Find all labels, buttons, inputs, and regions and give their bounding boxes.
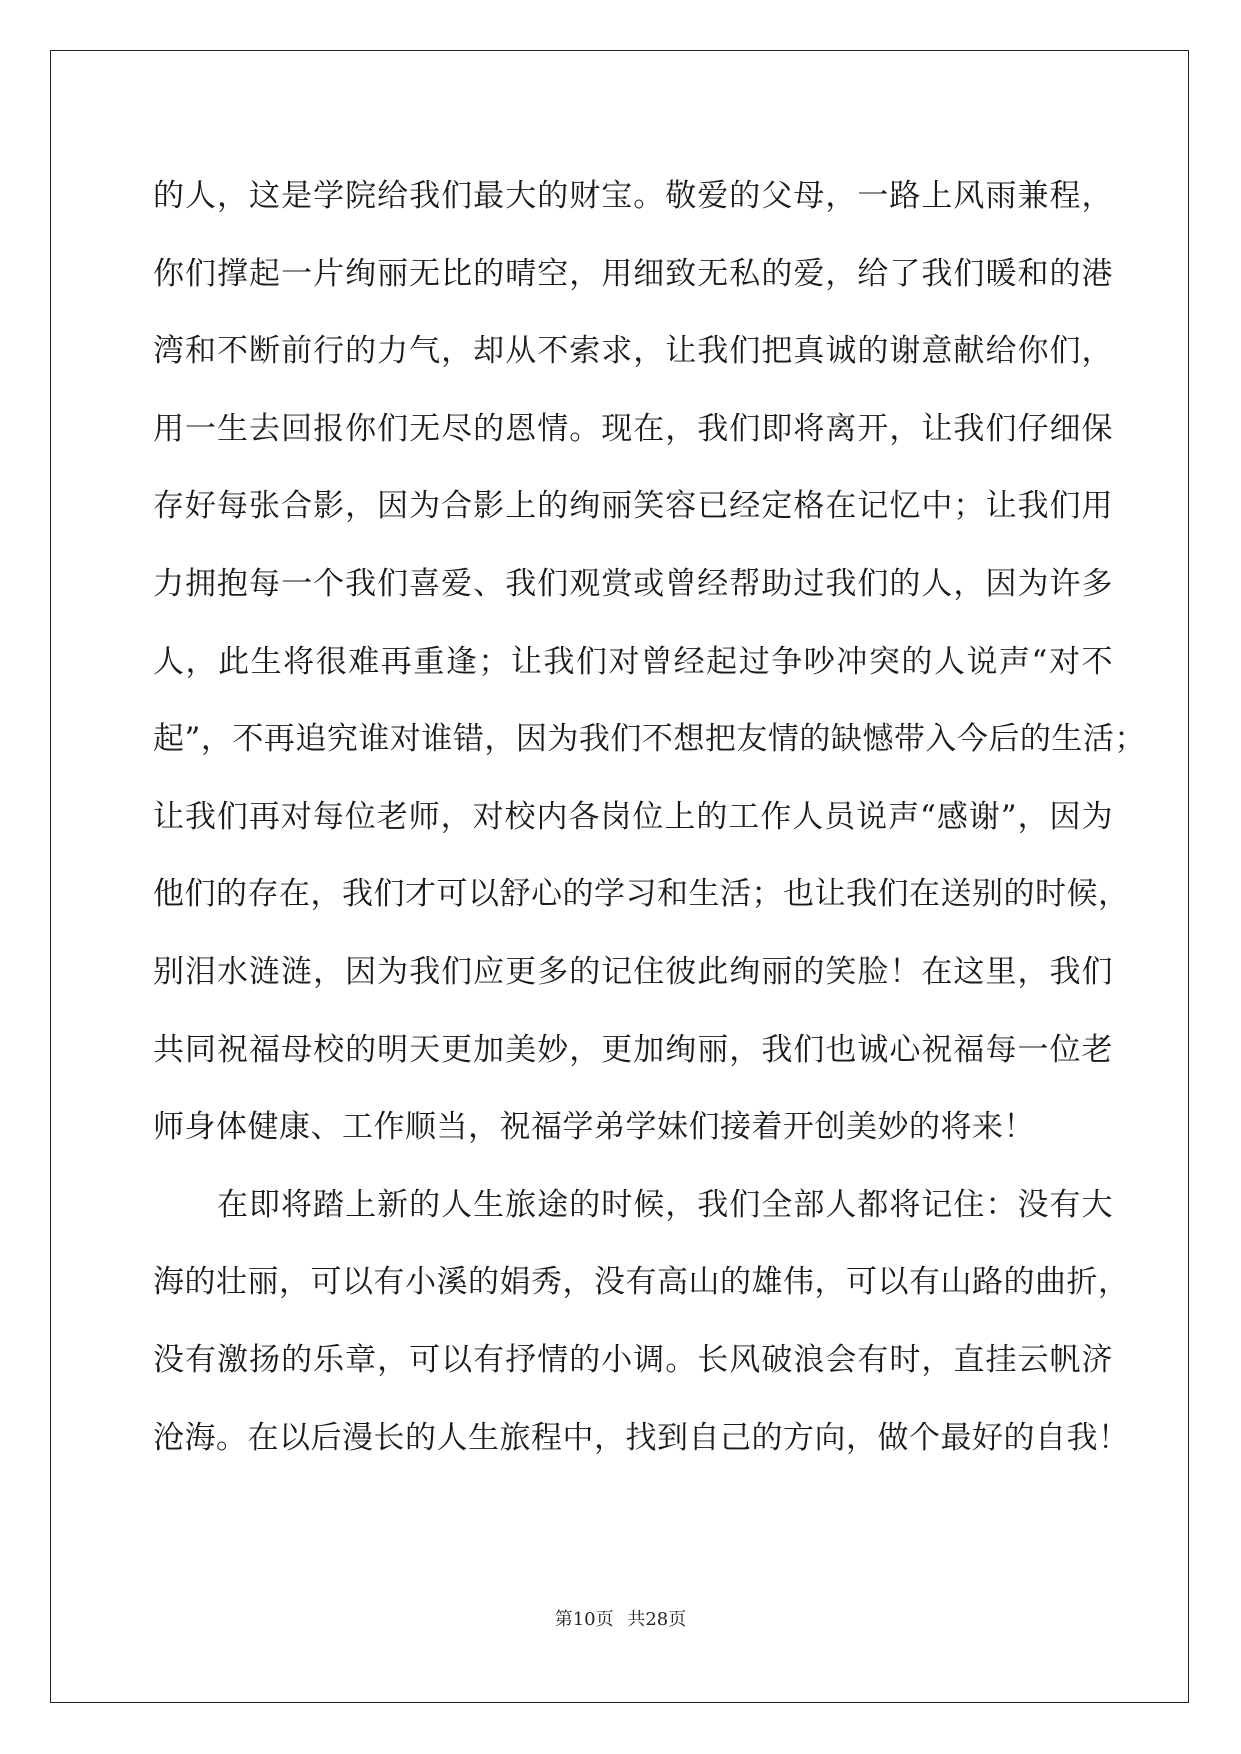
text-line: 沧海。在以后漫长的人生旅程中，找到自己的方向，做个最好的自我！ [153, 1419, 1130, 1456]
text-line: 共同祝福母校的明天更加美妙，更加绚丽，我们也诚心祝福每一位老 [153, 1031, 1113, 1068]
text-line: 力拥抱每一个我们喜爱、我们观赏或曾经帮助过我们的人，因为许多 [153, 565, 1113, 602]
text-line: 你们撑起一片绚丽无比的晴空，用细致无私的爱，给了我们暖和的港 [153, 255, 1113, 292]
paragraph-end-line: 师身体健康、工作顺当，祝福学弟学妹们接着开创美妙的将来！ [153, 1109, 1035, 1146]
page-number: 第10页 [554, 1609, 614, 1630]
page-footer [0, 1605, 1241, 1631]
text-line: 让我们再对每位老师，对校内各岗位上的工作人员说声“感谢”，因为 [153, 798, 1113, 835]
text-line: 存好每张合影，因为合影上的绚丽笑容已经定格在记忆中；让我们用 [153, 488, 1113, 525]
text-line: 人，此生将很难再重逢；让我们对曾经起过争吵冲突的人说声“对不 [153, 643, 1113, 680]
text-line: 海的壮丽，可以有小溪的娟秀，没有高山的雄伟，可以有山路的曲折， [153, 1264, 1130, 1301]
text-line: 他们的存在，我们才可以舒心的学习和生活；也让我们在送别的时候， [153, 876, 1130, 913]
page-total: 共28页 [627, 1609, 687, 1630]
text-line: 的人，这是学院给我们最大的财宝。敬爱的父母，一路上风雨兼程， [153, 178, 1113, 214]
text-line: 起”，不再追究谁对谁错，因为我们不想把友情的缺憾带入今后的生活； [153, 721, 1146, 758]
document-body [153, 158, 1146, 1477]
text-line: 用一生去回报你们无尽的恩情。现在，我们即将离开，让我们仔细保 [153, 410, 1113, 447]
text-line: 没有激扬的乐章，可以有抒情的小调。长风破浪会有时，直挂云帆济 [153, 1341, 1113, 1378]
text-line: 湾和不断前行的力气，却从不索求，让我们把真诚的谢意献给你们， [153, 333, 1113, 370]
paragraph-start-line: 在即将踏上新的人生旅途的时候，我们全部人都将记住：没有大 [217, 1186, 1113, 1223]
text-line: 别泪水涟涟，因为我们应更多的记住彼此绚丽的笑脸！在这里，我们 [153, 953, 1113, 990]
